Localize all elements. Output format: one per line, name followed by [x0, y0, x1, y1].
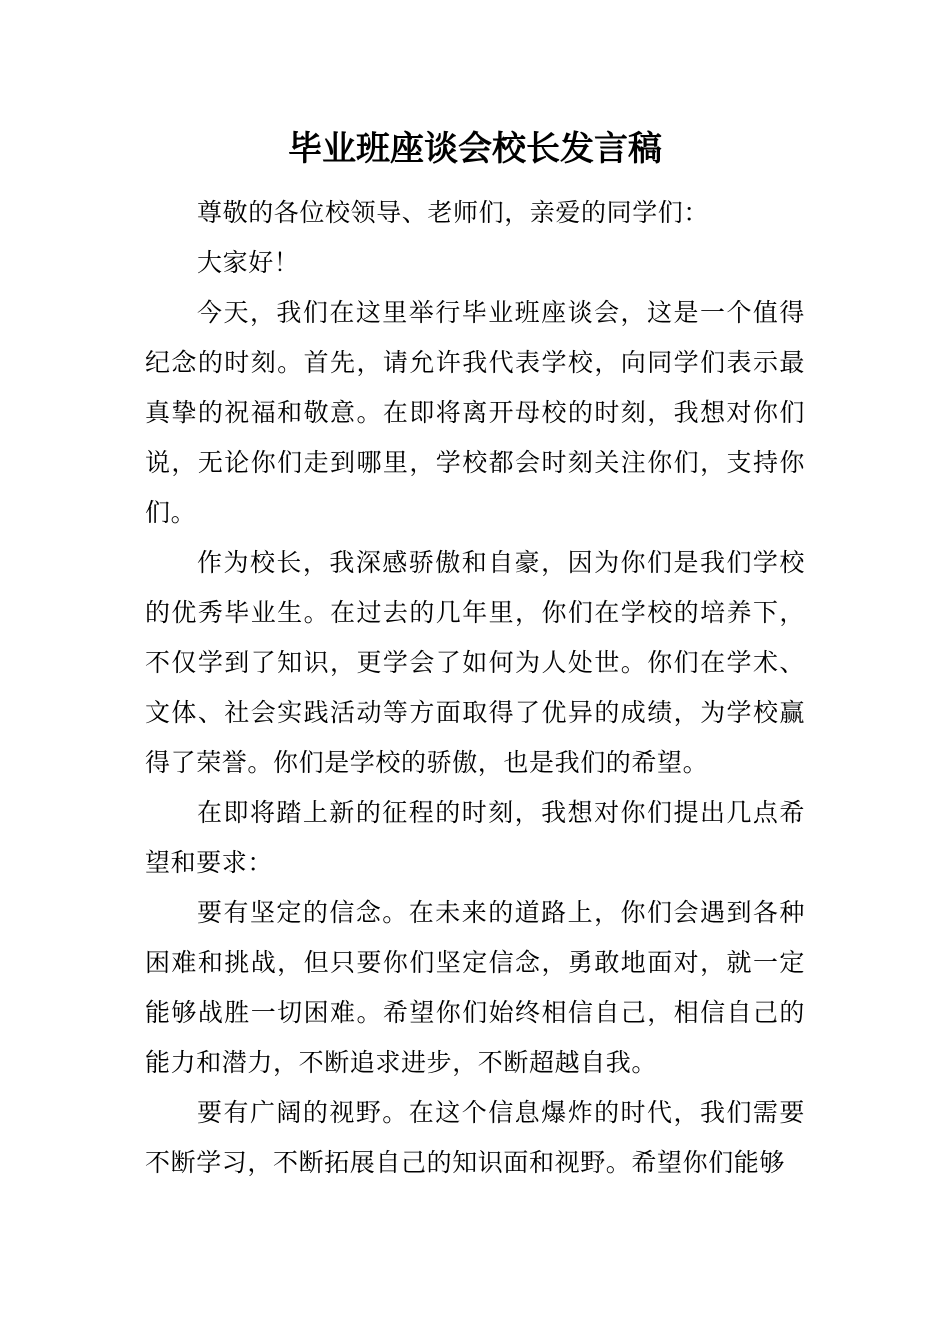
document-title: 毕业班座谈会校长发言稿	[288, 129, 662, 169]
paragraph-greeting: 大家好！	[197, 248, 300, 277]
paragraph-opening: 今天，我们在这里举行毕业班座谈会，这是一个值得纪念的时刻。首先，请允许我代表学校，向同学们表示最真挚的祝福和敬意。在即将离开母校的时刻，我想对你们说，无论你们走到哪里，学校都会时刻关注你们，支持你们。	[145, 298, 805, 527]
paragraph-salutation: 尊敬的各位校领导、老师们，亲爱的同学们：	[197, 198, 710, 227]
paragraph-firm-belief: 要有坚定的信念。在未来的道路上，你们会遇到各种困难和挑战，但只要你们坚定信念，勇敢地面对，就一定能够战胜一切困难。希望你们始终相信自己，相信自己的能力和潜力，不断追求进步，不断超越自我。	[145, 898, 805, 1077]
document-body	[145, 188, 805, 1188]
paragraph-pride: 作为校长，我深感骄傲和自豪，因为你们是我们学校的优秀毕业生。在过去的几年里，你们在学校的培养下，不仅学到了知识，更学会了如何为人处世。你们在学术、文体、社会实践活动等方面取得了优异的成绩，为学校赢得了荣誉。你们是学校的骄傲，也是我们的希望。	[145, 548, 805, 777]
paragraph-hopes-intro: 在即将踏上新的征程的时刻，我想对你们提出几点希望和要求：	[145, 798, 805, 877]
paragraph-broad-vision: 要有广阔的视野。在这个信息爆炸的时代，我们需要不断学习，不断拓展自己的知识面和视野。希望你们能够	[145, 1098, 805, 1177]
